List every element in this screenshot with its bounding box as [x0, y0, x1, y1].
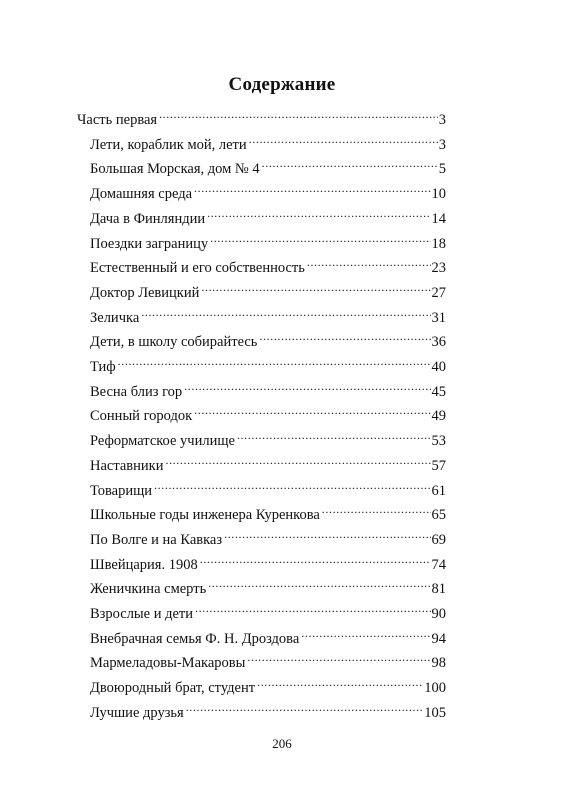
toc-entry-title: Лучшие друзья [90, 704, 184, 721]
toc-entry-page: 49 [431, 408, 446, 425]
dot-leader [194, 400, 430, 420]
toc-entry-title: Большая Морская, дом № 4 [90, 161, 260, 178]
toc-entry-page: 36 [431, 334, 446, 351]
toc-entry [90, 228, 446, 252]
dot-leader [207, 203, 430, 223]
toc-entry [90, 129, 446, 153]
dot-leader [257, 672, 423, 692]
dot-leader [262, 153, 438, 173]
toc-entry [90, 425, 446, 450]
toc-entry [90, 302, 446, 326]
toc-entry-page: 105 [424, 704, 446, 721]
toc-entry-page: 31 [431, 309, 446, 326]
dot-leader [141, 302, 430, 322]
dot-leader [201, 277, 430, 297]
toc-entry-title: Тиф [90, 359, 116, 375]
dot-leader [184, 376, 430, 396]
dot-leader [165, 450, 430, 470]
toc-entry [90, 153, 446, 178]
toc-entry-page: 14 [431, 210, 446, 227]
toc-entry-title: Двоюродный брат, студент [90, 680, 256, 697]
toc-entry [90, 475, 446, 499]
toc-entry-page: 61 [431, 482, 446, 499]
toc-entry-page: 65 [431, 507, 446, 524]
toc-entry-page: 74 [431, 556, 446, 573]
dot-leader [200, 549, 431, 569]
toc-entry [90, 252, 446, 277]
toc-entry [90, 351, 446, 375]
toc-entry [90, 623, 446, 647]
toc-entry-title: Дача в Финляндии [90, 210, 206, 227]
dot-leader [237, 425, 431, 445]
dot-leader [154, 475, 430, 495]
toc-entry [90, 697, 446, 721]
toc-entry-title: Товарищи [90, 482, 153, 499]
toc-entry [90, 647, 446, 672]
toc-entry [90, 672, 446, 697]
toc-entry-title: Дети, в школу собирайтесь [90, 334, 258, 351]
toc-entry [90, 598, 446, 622]
toc-entry-title: Часть первая [77, 112, 158, 128]
dot-leader [118, 351, 431, 371]
toc-entry [90, 203, 446, 227]
toc-entry-page: 69 [431, 531, 446, 548]
toc-entry-page: 40 [431, 359, 446, 375]
toc-entry-title: Наставники [90, 457, 164, 474]
toc-entry-page: 18 [431, 235, 446, 252]
dot-leader [186, 697, 424, 717]
toc-entry-page: 45 [431, 383, 446, 400]
toc-entry-title: Доктор Левицкий [90, 284, 200, 301]
toc-entry-page: 3 [438, 136, 446, 153]
dot-leader [322, 499, 431, 519]
toc-entry-page: 53 [431, 433, 446, 450]
dot-leader [159, 104, 438, 124]
toc-entry-page: 94 [431, 630, 446, 647]
toc-entry-page: 10 [431, 186, 446, 203]
toc-entry [90, 499, 446, 524]
toc-entry-title: Зеличка [90, 309, 140, 326]
toc-entry-title: Внебрачная семья Ф. Н. Дроздова [90, 630, 300, 647]
toc-entry [90, 450, 446, 474]
toc-entry-title: Швейцария. 1908 [90, 556, 198, 573]
toc-entry [90, 277, 446, 301]
toc-entry-page: 100 [424, 680, 446, 697]
toc-entry [90, 178, 446, 203]
dot-leader [247, 647, 430, 667]
dot-leader [195, 598, 430, 618]
toc-entry-title: Мармеладовы-Макаровы [90, 655, 246, 672]
toc-entry [90, 326, 446, 351]
toc-entry-title: Поездки заграницу [90, 235, 209, 252]
dot-leader [259, 326, 430, 346]
toc-entry-page: 90 [431, 606, 446, 622]
toc-entry-page: 81 [431, 581, 446, 598]
toc-entry-title: Домашняя среда [90, 186, 193, 203]
toc-entry-title: Взрослые и дети [90, 606, 194, 622]
dot-leader [224, 524, 430, 544]
toc-entry-title: Сонный городок [90, 408, 193, 425]
toc-entry [77, 104, 446, 128]
toc-entry-page: 57 [431, 457, 446, 474]
toc-entry [90, 524, 446, 548]
dot-leader [194, 178, 430, 198]
toc-entry [90, 376, 446, 400]
toc-entry-title: Реформатское училище [90, 433, 235, 450]
dot-leader [210, 228, 430, 248]
toc-entry [90, 400, 446, 425]
toc-entry-title: По Волге и на Кавказ [90, 531, 223, 548]
page-number: 206 [272, 736, 292, 751]
page-title: Содержание [228, 74, 336, 95]
toc-entry-page: 5 [438, 161, 446, 178]
toc-entry-title: Школьные годы инженера Куренкова [90, 507, 320, 524]
toc-entry-page: 23 [431, 260, 446, 277]
dot-leader [301, 623, 430, 643]
toc-entry-page: 27 [431, 284, 446, 301]
toc-entry-title: Женичкина смерть [90, 581, 207, 598]
toc-entry [90, 549, 446, 573]
dot-leader [307, 252, 431, 272]
dot-leader [249, 129, 438, 149]
toc-entry [90, 573, 446, 598]
toc-entry-page: 3 [438, 112, 446, 128]
toc-entry-title: Лети, кораблик мой, лети [90, 136, 247, 153]
toc-entry-title: Естественный и его собственность [90, 260, 305, 277]
toc-entry-title: Весна близ гор [90, 383, 183, 400]
toc-entry-page: 98 [431, 655, 446, 672]
dot-leader [208, 573, 430, 593]
